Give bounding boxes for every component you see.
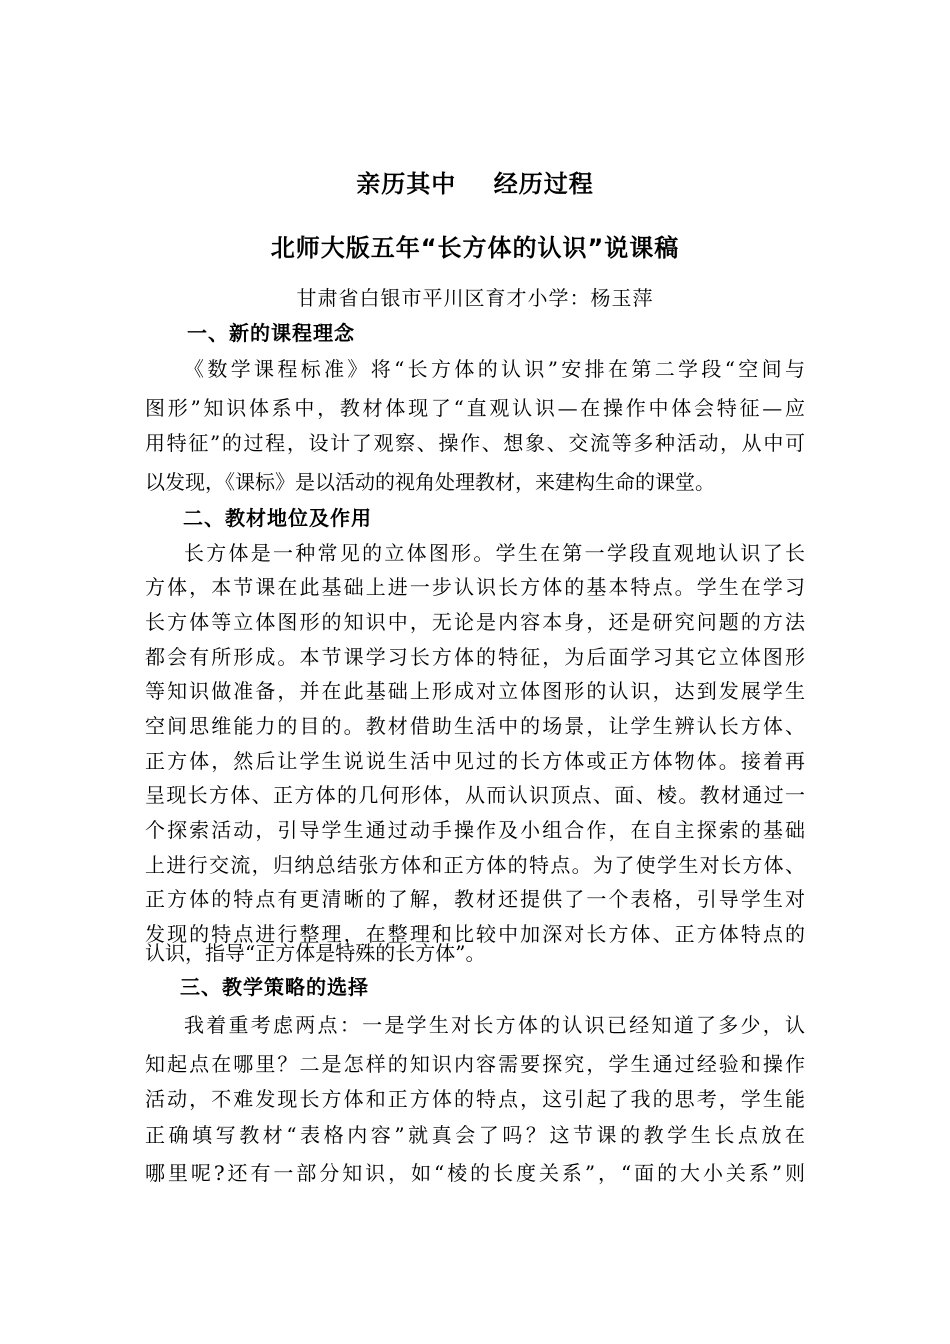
paragraph-line: 以发现，《课标》是以活动的视角处理教材，来建构生命的课堂。 bbox=[145, 470, 715, 494]
document-subtitle: 北师大版五年“长方体的认识”说课稿 bbox=[270, 234, 680, 262]
paragraph-line: 活动，不难发现长方体和正方体的特点，这引起了我的思考，学生能 bbox=[145, 1087, 805, 1111]
section-heading-3: 三、教学策略的选择 bbox=[180, 975, 369, 999]
paragraph-line: 空间思维能力的目的。教材借助生活中的场景，让学生辨认长方体、 bbox=[145, 714, 805, 738]
paragraph-line: 认识，指导“正方体是特殊的长方体”。 bbox=[145, 941, 486, 965]
section-heading-2: 二、教材地位及作用 bbox=[183, 506, 372, 530]
paragraph-line: 正确填写教材“表格内容”就真会了吗？这节课的教学生长点放在 bbox=[145, 1123, 805, 1147]
paragraph-line: 呈现长方体、正方体的几何形体，从而认识顶点、面、棱。教材通过一 bbox=[145, 783, 805, 807]
paragraph-line: 正方体，然后让学生说说生活中见过的长方体或正方体物体。接着再 bbox=[145, 749, 805, 773]
paragraph-line: 方体，本节课在此基础上进一步认识长方体的基本特点。学生在学习 bbox=[145, 575, 805, 599]
paragraph-line: 个探索活动，引导学生通过动手操作及小组合作，在自主探索的基础 bbox=[145, 818, 805, 842]
paragraph-line: 《数学课程标准》将“长方体的认识”安排在第二学段“空间与 bbox=[184, 357, 805, 381]
paragraph-line: 都会有所形成。本节课学习长方体的特征，为后面学习其它立体图形 bbox=[145, 645, 805, 669]
document-title: 亲历其中 经历过程 bbox=[356, 170, 594, 198]
paragraph-line: 我着重考虑两点：一是学生对长方体的认识已经知道了多少，认 bbox=[184, 1013, 805, 1037]
paragraph-line: 图形”知识体系中，教材体现了“直观认识—在操作中体会特征—应 bbox=[145, 396, 805, 420]
paragraph-line: 正方体的特点有更清晰的了解，教材还提供了一个表格，引导学生对 bbox=[145, 887, 805, 911]
paragraph-line: 知起点在哪里？二是怎样的知识内容需要探究，学生通过经验和操作 bbox=[145, 1052, 805, 1076]
paragraph-line: 上进行交流，归纳总结张方体和正方体的特点。为了使学生对长方体、 bbox=[145, 853, 805, 877]
paragraph-line: 哪里呢?还有一部分知识，如“棱的长度关系”，“面的大小关系”则 bbox=[145, 1161, 805, 1185]
paragraph-line: 发现的特点进行整理，在整理和比较中加深对长方体、正方体特点的 bbox=[145, 922, 805, 946]
paragraph-line: 长方体等立体图形的知识中，无论是内容本身，还是研究问题的方法 bbox=[145, 610, 805, 634]
author-line: 甘肃省白银市平川区育才小学：杨玉萍 bbox=[296, 286, 654, 310]
paragraph-line: 等知识做准备，并在此基础上形成对立体图形的认识，达到发展学生 bbox=[145, 679, 805, 703]
section-heading-1: 一、新的课程理念 bbox=[187, 321, 355, 345]
paragraph-line: 长方体是一种常见的立体图形。学生在第一学段直观地认识了长 bbox=[184, 541, 805, 565]
paragraph-line: 用特征”的过程，设计了观察、操作、想象、交流等多种活动，从中可 bbox=[145, 431, 805, 455]
